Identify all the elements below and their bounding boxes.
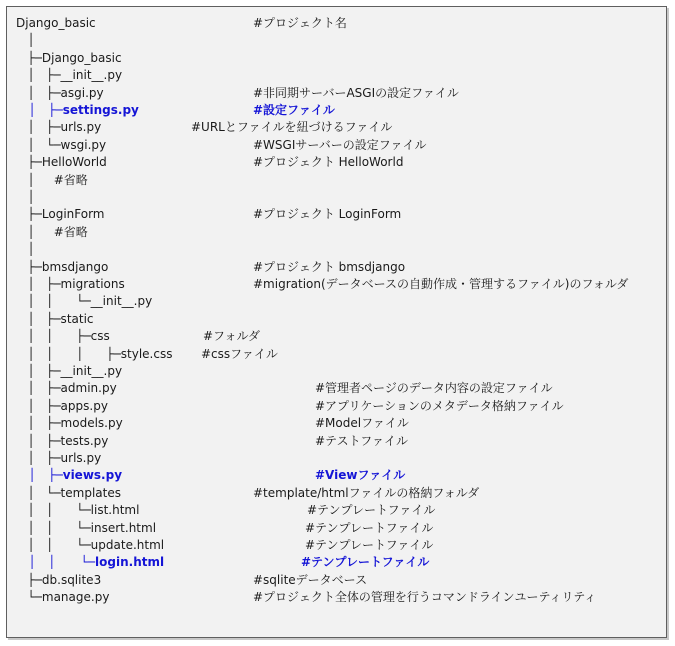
tree-comment: #cssファイル <box>201 346 278 361</box>
tree-entry: ├─HelloWorld <box>16 155 107 170</box>
tree-entry: │ │ │ ├─style.css <box>16 346 173 361</box>
tree-entry: ├─bmsdjango <box>16 259 109 274</box>
tree-entry: Django_basic <box>16 16 96 30</box>
tree-comment: #非同期サーバーASGIの設定ファイル <box>253 85 459 100</box>
tree-comment: #WSGIサーバーの設定ファイル <box>253 137 427 152</box>
tree-entry: │ │ └─insert.html <box>16 520 157 535</box>
tree-comment: #テンプレートファイル <box>301 555 430 570</box>
tree-entry: │ │ └─__init__.py <box>16 294 153 309</box>
tree-entry: │ │ └─update.html <box>16 538 165 552</box>
tree-entry: │ ├─apps.py <box>16 398 108 413</box>
tree-entry: ├─db.sqlite3 <box>16 572 102 587</box>
tree-comment: #URLとファイルを紐づけるファイル <box>191 120 393 135</box>
tree-entry: │ <box>16 242 35 257</box>
tree-comment: #テンプレートファイル <box>305 538 434 552</box>
tree-comment: #テストファイル <box>315 433 408 448</box>
tree-comment: #設定ファイル <box>253 103 335 117</box>
tree-entry: │ ├─__init__.py <box>16 364 123 378</box>
tree-comment: #アプリケーションのメタデータ格納ファイル <box>315 398 564 413</box>
tree-entry: │ └─wsgi.py <box>16 137 107 152</box>
tree-entry: ├─Django_basic <box>16 50 122 65</box>
tree-comment: #プロジェクト LoginForm <box>253 207 402 222</box>
code-panel <box>6 6 667 638</box>
tree-entry: │ │ ├─css <box>16 329 110 344</box>
tree-entry: │ ├─urls.py <box>16 451 102 465</box>
tree-entry: │ │ └─login.html <box>16 555 165 570</box>
tree-entry: │ │ └─list.html <box>16 503 140 518</box>
tree-entry: └─manage.py <box>16 590 110 605</box>
tree-comment: #template/htmlファイルの格納フォルダ <box>253 485 480 500</box>
tree-comment: #テンプレートファイル <box>305 520 434 535</box>
tree-entry: │ ├─admin.py <box>16 381 117 396</box>
tree-comment: #Viewファイル <box>315 468 406 483</box>
tree-entry: │ ├─tests.py <box>16 433 109 448</box>
tree-comment: #プロジェクト名 <box>253 16 347 30</box>
tree-comment: #プロジェクト全体の管理を行うコマンドラインユーティリティ <box>253 590 597 605</box>
tree-entry: │ ├─__init__.py <box>16 68 123 83</box>
tree-entry: │ └─templates <box>16 485 121 500</box>
tree-entry: │ #省略 <box>16 224 88 239</box>
tree-comment: #sqliteデータベース <box>253 572 368 587</box>
tree-entry: │ #省略 <box>16 172 88 187</box>
directory-tree <box>7 7 666 637</box>
tree-comment: #Modelファイル <box>315 416 409 431</box>
tree-entry: ├─LoginForm <box>16 207 105 222</box>
tree-entry: │ ├─urls.py <box>16 120 102 135</box>
tree-entry: │ ├─asgi.py <box>16 85 104 100</box>
tree-comment: #プロジェクト HelloWorld <box>253 155 404 170</box>
tree-comment: #プロジェクト bmsdjango <box>253 259 406 274</box>
tree-entry: │ ├─static <box>16 311 94 326</box>
tree-comment: #管理者ページのデータ内容の設定ファイル <box>315 381 553 396</box>
tree-entry: │ ├─settings.py <box>16 103 139 117</box>
tree-comment: #migration(データベースの自動作成・管理するファイル)のフォルダ <box>253 277 629 291</box>
tree-entry: │ ├─migrations <box>16 277 125 291</box>
tree-entry: │ <box>16 33 35 48</box>
tree-entry: │ ├─models.py <box>16 416 123 431</box>
tree-entry: │ <box>16 190 35 204</box>
tree-comment: #フォルダ <box>203 329 260 344</box>
tree-entry: │ ├─views.py <box>16 468 123 483</box>
tree-comment: #テンプレートファイル <box>307 503 436 518</box>
